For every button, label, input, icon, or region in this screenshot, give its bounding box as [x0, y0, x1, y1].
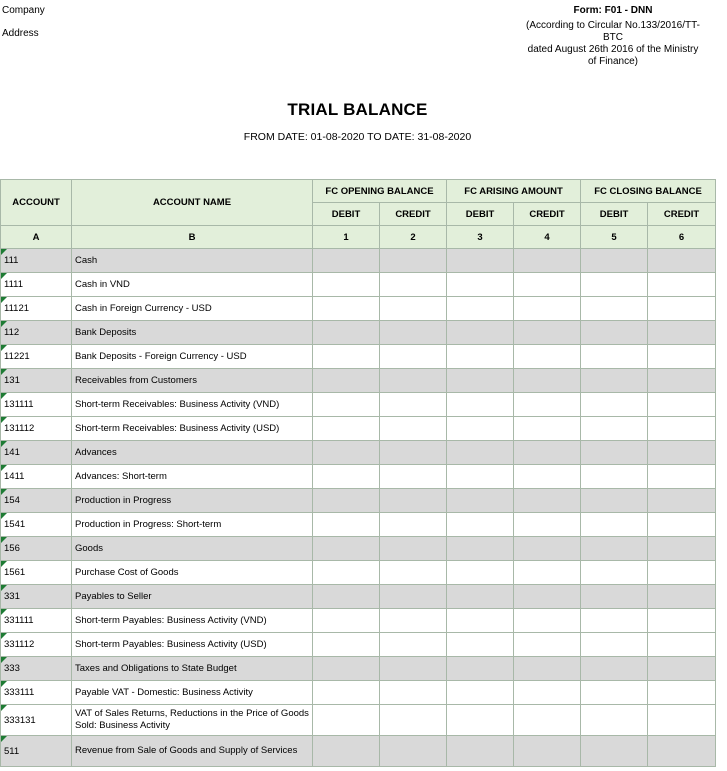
opening-debit-cell[interactable]: [313, 465, 380, 489]
closing-debit-cell[interactable]: [581, 273, 648, 297]
closing-credit-cell[interactable]: [648, 297, 716, 321]
arising-debit-cell[interactable]: [447, 561, 514, 585]
closing-credit-cell[interactable]: [648, 633, 716, 657]
closing-credit-cell[interactable]: [648, 609, 716, 633]
table-row: [1, 369, 716, 393]
account-code-cell[interactable]: 1111: [1, 273, 72, 297]
closing-credit-cell[interactable]: [648, 249, 716, 273]
account-code-cell[interactable]: 154: [1, 489, 72, 513]
closing-debit-cell[interactable]: [581, 441, 648, 465]
table-row: [1, 345, 716, 369]
opening-credit-cell[interactable]: [380, 489, 447, 513]
closing-debit-cell[interactable]: [581, 417, 648, 441]
index-4: 4: [514, 226, 581, 249]
header-arising-amount: FC ARISING AMOUNT: [447, 180, 581, 203]
table-row: [1, 249, 716, 273]
table-row: [1, 489, 716, 513]
arising-debit-cell[interactable]: [447, 369, 514, 393]
closing-debit-cell[interactable]: [581, 297, 648, 321]
arising-debit-cell[interactable]: [447, 633, 514, 657]
closing-credit-cell[interactable]: [648, 369, 716, 393]
opening-debit-cell[interactable]: [313, 609, 380, 633]
opening-debit-cell[interactable]: [313, 489, 380, 513]
arising-debit-cell[interactable]: [447, 465, 514, 489]
table-row: [1, 561, 716, 585]
index-3: 3: [447, 226, 514, 249]
closing-debit-cell[interactable]: [581, 465, 648, 489]
arising-credit-cell[interactable]: [514, 609, 581, 633]
table-row: [1, 537, 716, 561]
opening-debit-cell[interactable]: [313, 249, 380, 273]
arising-credit-cell[interactable]: [514, 465, 581, 489]
arising-credit-cell[interactable]: [514, 681, 581, 705]
arising-credit-cell[interactable]: [514, 417, 581, 441]
opening-credit-cell[interactable]: [380, 561, 447, 585]
address-label: Address: [2, 28, 39, 39]
arising-debit-cell[interactable]: [447, 657, 514, 681]
account-code-cell[interactable]: 1411: [1, 465, 72, 489]
arising-debit-cell[interactable]: [447, 441, 514, 465]
account-code-cell[interactable]: 1561: [1, 561, 72, 585]
opening-debit-cell[interactable]: [313, 537, 380, 561]
opening-credit-cell[interactable]: [380, 513, 447, 537]
account-name-cell[interactable]: Short-term Payables: Business Activity (USD): [72, 633, 313, 657]
index-2: 2: [380, 226, 447, 249]
opening-debit-cell[interactable]: [313, 297, 380, 321]
opening-credit-cell[interactable]: [380, 585, 447, 609]
arising-debit-cell[interactable]: [447, 736, 514, 767]
table-row: [1, 657, 716, 681]
header-account: ACCOUNT: [1, 180, 72, 226]
account-code-cell[interactable]: 141: [1, 441, 72, 465]
report-period: FROM DATE: 01-08-2020 TO DATE: 31-08-2020: [243, 131, 472, 143]
arising-credit-cell[interactable]: [514, 489, 581, 513]
closing-credit-cell[interactable]: [648, 705, 716, 736]
account-name-cell[interactable]: Short-term Payables: Business Activity (VND): [72, 609, 313, 633]
arising-credit-cell[interactable]: [514, 585, 581, 609]
account-code-cell[interactable]: 156: [1, 537, 72, 561]
header-closing-debit: DEBIT: [581, 203, 648, 226]
table-row: [1, 513, 716, 537]
closing-debit-cell[interactable]: [581, 609, 648, 633]
arising-debit-cell[interactable]: [447, 489, 514, 513]
closing-credit-cell[interactable]: [648, 657, 716, 681]
opening-debit-cell[interactable]: [313, 561, 380, 585]
arising-debit-cell[interactable]: [447, 609, 514, 633]
opening-credit-cell[interactable]: [380, 681, 447, 705]
header-opening-balance: FC OPENING BALANCE: [313, 180, 447, 203]
opening-credit-cell[interactable]: [380, 369, 447, 393]
table-row: [1, 441, 716, 465]
index-6: 6: [648, 226, 716, 249]
account-name-cell[interactable]: Advances: Short-term: [72, 465, 313, 489]
account-code-cell[interactable]: 111: [1, 249, 72, 273]
closing-debit-cell[interactable]: [581, 513, 648, 537]
closing-debit-cell[interactable]: [581, 489, 648, 513]
index-5: 5: [581, 226, 648, 249]
closing-debit-cell[interactable]: [581, 393, 648, 417]
account-code-cell[interactable]: 112: [1, 321, 72, 345]
arising-debit-cell[interactable]: [447, 393, 514, 417]
opening-credit-cell[interactable]: [380, 393, 447, 417]
account-code-cell[interactable]: 11121: [1, 297, 72, 321]
opening-credit-cell[interactable]: [380, 609, 447, 633]
account-name-cell[interactable]: Advances: [72, 441, 313, 465]
arising-credit-cell[interactable]: [514, 537, 581, 561]
circular-line-4: of Finance): [587, 56, 639, 67]
table-row: [1, 585, 716, 609]
arising-debit-cell[interactable]: [447, 417, 514, 441]
closing-debit-cell[interactable]: [581, 369, 648, 393]
opening-debit-cell[interactable]: [313, 736, 380, 767]
opening-credit-cell[interactable]: [380, 441, 447, 465]
opening-credit-cell[interactable]: [380, 705, 447, 736]
account-code-cell[interactable]: 11221: [1, 345, 72, 369]
opening-credit-cell[interactable]: [380, 321, 447, 345]
closing-credit-cell[interactable]: [648, 441, 716, 465]
closing-credit-cell[interactable]: [648, 321, 716, 345]
table-row: [1, 417, 716, 441]
account-name-cell[interactable]: Purchase Cost of Goods: [72, 561, 313, 585]
form-info: [508, 5, 718, 68]
opening-credit-cell[interactable]: [380, 736, 447, 767]
opening-debit-cell[interactable]: [313, 513, 380, 537]
account-name-cell[interactable]: Payable VAT - Domestic: Business Activity: [72, 681, 313, 705]
account-name-cell[interactable]: Production in Progress: Short-term: [72, 513, 313, 537]
account-name-cell[interactable]: Cash in Foreign Currency - USD: [72, 297, 313, 321]
opening-credit-cell[interactable]: [380, 633, 447, 657]
account-code-cell[interactable]: 131111: [1, 393, 72, 417]
opening-credit-cell[interactable]: [380, 537, 447, 561]
opening-debit-cell[interactable]: [313, 681, 380, 705]
header-account-name: ACCOUNT NAME: [72, 180, 313, 226]
opening-debit-cell[interactable]: [313, 417, 380, 441]
table-row: [1, 609, 716, 633]
account-name-cell[interactable]: Bank Deposits: [72, 321, 313, 345]
closing-credit-cell[interactable]: [648, 417, 716, 441]
account-name-cell[interactable]: Bank Deposits - Foreign Currency - USD: [72, 345, 313, 369]
arising-credit-cell[interactable]: [514, 736, 581, 767]
arising-credit-cell[interactable]: [514, 633, 581, 657]
arising-credit-cell[interactable]: [514, 249, 581, 273]
closing-debit-cell[interactable]: [581, 537, 648, 561]
header-closing-balance: FC CLOSING BALANCE: [581, 180, 716, 203]
account-code-cell[interactable]: 131112: [1, 417, 72, 441]
account-code-cell[interactable]: 333111: [1, 681, 72, 705]
closing-credit-cell[interactable]: [648, 537, 716, 561]
arising-credit-cell[interactable]: [514, 441, 581, 465]
closing-debit-cell[interactable]: [581, 321, 648, 345]
header-arising-credit: CREDIT: [514, 203, 581, 226]
account-name-cell[interactable]: VAT of Sales Returns, Reductions in the Price of Goods Sold: Business Activity: [72, 705, 313, 736]
index-1: 1: [313, 226, 380, 249]
header-opening-debit: DEBIT: [313, 203, 380, 226]
opening-debit-cell[interactable]: [313, 369, 380, 393]
opening-credit-cell[interactable]: [380, 657, 447, 681]
account-code-cell[interactable]: 331: [1, 585, 72, 609]
circular-line-2: BTC: [603, 32, 623, 43]
opening-credit-cell[interactable]: [380, 465, 447, 489]
closing-credit-cell[interactable]: [648, 345, 716, 369]
form-code: Form: F01 - DNN: [573, 5, 653, 16]
arising-credit-cell[interactable]: [514, 345, 581, 369]
header-opening-credit: CREDIT: [380, 203, 447, 226]
circular-line-3: dated August 26th 2016 of the Ministry: [527, 44, 699, 55]
closing-credit-cell[interactable]: [648, 393, 716, 417]
account-code-cell[interactable]: 333: [1, 657, 72, 681]
index-a: A: [1, 226, 72, 249]
table-row: [1, 297, 716, 321]
closing-debit-cell[interactable]: [581, 681, 648, 705]
arising-credit-cell[interactable]: [514, 369, 581, 393]
index-b: B: [72, 226, 313, 249]
account-name-cell[interactable]: Cash in VND: [72, 273, 313, 297]
arising-debit-cell[interactable]: [447, 345, 514, 369]
closing-credit-cell[interactable]: [648, 681, 716, 705]
opening-debit-cell[interactable]: [313, 441, 380, 465]
table-row: [1, 681, 716, 705]
account-name-cell[interactable]: Cash: [72, 249, 313, 273]
arising-credit-cell[interactable]: [514, 393, 581, 417]
closing-credit-cell[interactable]: [648, 513, 716, 537]
circular-line-1: (According to Circular No.133/2016/TT-: [526, 20, 700, 31]
opening-debit-cell[interactable]: [313, 705, 380, 736]
arising-credit-cell[interactable]: [514, 321, 581, 345]
opening-credit-cell[interactable]: [380, 297, 447, 321]
account-code-cell[interactable]: 331112: [1, 633, 72, 657]
closing-credit-cell[interactable]: [648, 465, 716, 489]
opening-debit-cell[interactable]: [313, 585, 380, 609]
opening-debit-cell[interactable]: [313, 633, 380, 657]
account-code-cell[interactable]: 331111: [1, 609, 72, 633]
header-closing-credit: CREDIT: [648, 203, 716, 226]
arising-credit-cell[interactable]: [514, 705, 581, 736]
account-code-cell[interactable]: 131: [1, 369, 72, 393]
trial-balance-table: [0, 179, 716, 767]
table-body: [1, 249, 716, 767]
closing-credit-cell[interactable]: [648, 585, 716, 609]
arising-debit-cell[interactable]: [447, 273, 514, 297]
arising-debit-cell[interactable]: [447, 681, 514, 705]
table-row: [1, 321, 716, 345]
closing-credit-cell[interactable]: [648, 561, 716, 585]
header-arising-debit: DEBIT: [447, 203, 514, 226]
table-row: [1, 393, 716, 417]
account-name-cell[interactable]: Taxes and Obligations to State Budget: [72, 657, 313, 681]
opening-debit-cell[interactable]: [313, 321, 380, 345]
account-name-cell[interactable]: Short-term Receivables: Business Activity (VND): [72, 393, 313, 417]
arising-debit-cell[interactable]: [447, 705, 514, 736]
account-code-cell[interactable]: 511: [1, 736, 72, 767]
account-code-cell[interactable]: 1541: [1, 513, 72, 537]
arising-debit-cell[interactable]: [447, 249, 514, 273]
closing-debit-cell[interactable]: [581, 633, 648, 657]
opening-debit-cell[interactable]: [313, 345, 380, 369]
closing-debit-cell[interactable]: [581, 345, 648, 369]
arising-credit-cell[interactable]: [514, 297, 581, 321]
arising-credit-cell[interactable]: [514, 657, 581, 681]
account-name-cell[interactable]: Production in Progress: [72, 489, 313, 513]
company-label: Company: [2, 5, 45, 16]
closing-credit-cell[interactable]: [648, 736, 716, 767]
opening-credit-cell[interactable]: [380, 417, 447, 441]
opening-debit-cell[interactable]: [313, 657, 380, 681]
opening-debit-cell[interactable]: [313, 393, 380, 417]
table-row: [1, 633, 716, 657]
opening-credit-cell[interactable]: [380, 345, 447, 369]
table-row: [1, 705, 716, 736]
arising-credit-cell[interactable]: [514, 513, 581, 537]
opening-credit-cell[interactable]: [380, 249, 447, 273]
account-code-cell[interactable]: 333131: [1, 705, 72, 736]
closing-credit-cell[interactable]: [648, 273, 716, 297]
account-name-cell[interactable]: Short-term Receivables: Business Activity (USD): [72, 417, 313, 441]
arising-debit-cell[interactable]: [447, 513, 514, 537]
arising-debit-cell[interactable]: [447, 321, 514, 345]
closing-debit-cell[interactable]: [581, 657, 648, 681]
arising-credit-cell[interactable]: [514, 273, 581, 297]
closing-debit-cell[interactable]: [581, 585, 648, 609]
table-row: [1, 273, 716, 297]
arising-debit-cell[interactable]: [447, 585, 514, 609]
account-name-cell[interactable]: Payables to Seller: [72, 585, 313, 609]
account-name-cell[interactable]: Revenue from Sale of Goods and Supply of Services: [72, 736, 313, 767]
report-title: TRIAL BALANCE: [287, 100, 428, 119]
closing-debit-cell[interactable]: [581, 249, 648, 273]
closing-debit-cell[interactable]: [581, 736, 648, 767]
opening-debit-cell[interactable]: [313, 273, 380, 297]
account-name-cell[interactable]: Receivables from Customers: [72, 369, 313, 393]
closing-debit-cell[interactable]: [581, 705, 648, 736]
closing-debit-cell[interactable]: [581, 561, 648, 585]
arising-debit-cell[interactable]: [447, 537, 514, 561]
opening-credit-cell[interactable]: [380, 273, 447, 297]
table-row: [1, 736, 716, 767]
arising-credit-cell[interactable]: [514, 561, 581, 585]
arising-debit-cell[interactable]: [447, 297, 514, 321]
account-name-cell[interactable]: Goods: [72, 537, 313, 561]
table-row: [1, 465, 716, 489]
closing-credit-cell[interactable]: [648, 489, 716, 513]
